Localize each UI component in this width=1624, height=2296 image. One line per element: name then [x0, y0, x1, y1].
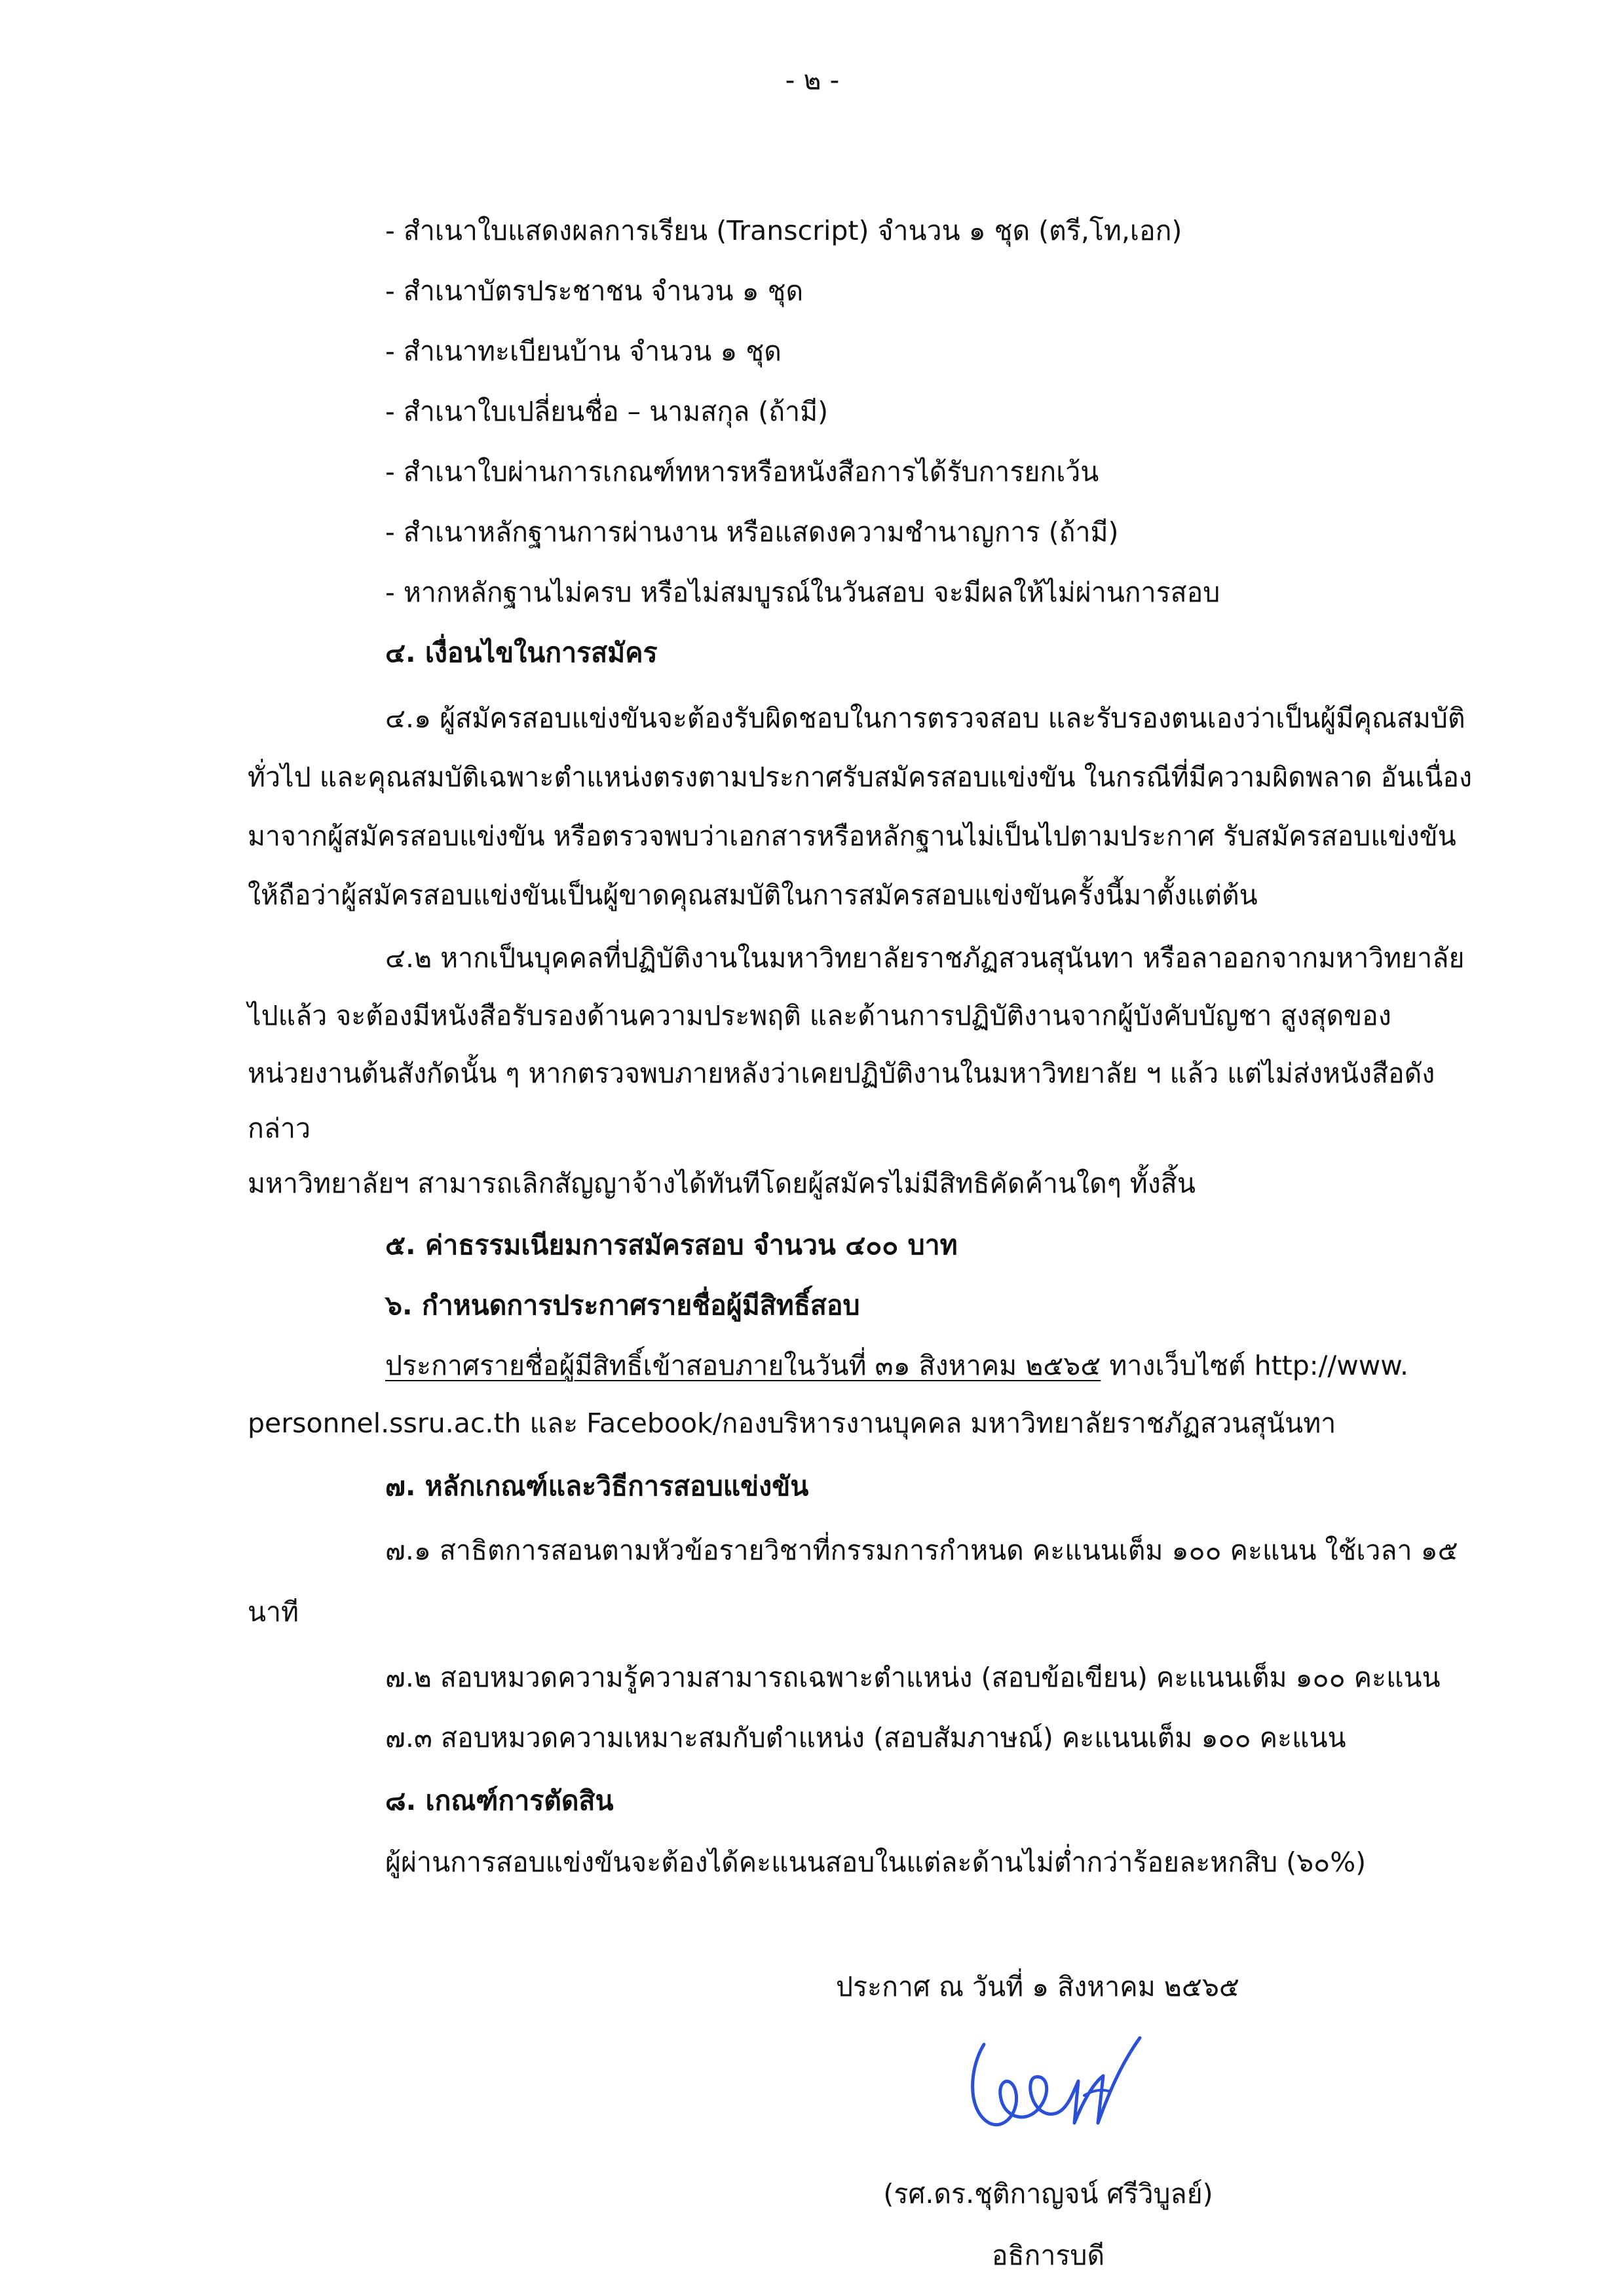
- paragraph-line: หน่วยงานต้นสังกัดนั้น ๆ หากตรวจพบภายหลังว่าเคยปฏิบัติงานในมหาวิทยาลัย ฯ แล้ว แต่ไม่ส่งหนังสือดัง: [248, 1058, 1435, 1089]
- document-item: - สำเนาบัตรประชาชน จำนวน ๑ ชุด: [385, 275, 804, 307]
- signature-image: [943, 2018, 1153, 2156]
- paragraph-line: ไปแล้ว จะต้องมีหนังสือรับรองด้านความประพฤติ และด้านการปฏิบัติงานจากผู้บังคับบัญชา สูงสุดของ: [248, 1000, 1391, 1031]
- url-start[interactable]: http://www.: [1254, 1350, 1409, 1381]
- criteria-item: ๗.๑ สาธิตการสอนตามหัวข้อรายวิชาที่กรรมการกำหนด คะแนนเต็ม ๑๐๐ คะแนน ใช้เวลา ๑๕: [385, 1535, 1458, 1566]
- website-prefix: ทางเว็บไซต์: [1109, 1350, 1246, 1381]
- section-heading-4: ๔. เงื่อนไขในการสมัคร: [385, 637, 658, 668]
- page-number: - ๒ -: [785, 64, 840, 96]
- section-heading-6: ๖. กำหนดการประกาศรายชื่อผู้มีสิทธิ์สอบ: [385, 1290, 860, 1321]
- signatory-title: อธิการบดี: [991, 2240, 1105, 2271]
- document-item: - สำเนาทะเบียนบ้าน จำนวน ๑ ชุด: [385, 335, 782, 367]
- section-heading-7: ๗. หลักเกณฑ์และวิธีการสอบแข่งขัน: [385, 1470, 809, 1502]
- section-heading-5: ๕. ค่าธรรมเนียมการสมัครสอบ จำนวน ๔๐๐ บาท: [385, 1229, 958, 1261]
- criteria-item-cont: นาที: [248, 1596, 299, 1628]
- section-heading-8: ๘. เกณฑ์การตัดสิน: [385, 1785, 614, 1816]
- signatory-name: (รศ.ดร.ชุติกาญจน์ ศรีวิบูลย์): [883, 2178, 1213, 2210]
- document-item: - สำเนาใบเปลี่ยนชื่อ – นามสกุล (ถ้ามี): [385, 396, 829, 427]
- paragraph-line: มาจากผู้สมัครสอบแข่งขัน หรือตรวจพบว่าเอกสารหรือหลักฐานไม่เป็นไปตามประกาศ รับสมัครสอบแข่งขัน: [248, 820, 1456, 852]
- paragraph-line: ๔.๑ ผู้สมัครสอบแข่งขันจะต้องรับผิดชอบในการตรวจสอบ และรับรองตนเองว่าเป็นผู้มีคุณสมบัติ: [385, 702, 1465, 734]
- underlined-announcement: ประกาศรายชื่อผู้มีสิทธิ์เข้าสอบภายในวันที่ ๓๑ สิงหาคม ๒๕๖๕: [385, 1350, 1101, 1381]
- criteria-text: ผู้ผ่านการสอบแข่งขันจะต้องได้คะแนนสอบในแต่ละด้านไม่ต่ำกว่าร้อยละหกสิบ (๖๐%): [385, 1846, 1367, 1878]
- document-item: - สำเนาใบแสดงผลการเรียน (Transcript) จำนวน ๑ ชุด (ตรี,โท,เอก): [385, 215, 1182, 246]
- document-item: - สำเนาใบผ่านการเกณฑ์ทหารหรือหนังสือการได้รับการยกเว้น: [385, 456, 1099, 488]
- criteria-item: ๗.๒ สอบหมวดความรู้ความสามารถเฉพาะตำแหน่ง (สอบข้อเขียน) คะแนนเต็ม ๑๐๐ คะแนน: [385, 1662, 1441, 1693]
- paragraph-line: ให้ถือว่าผู้สมัครสอบแข่งขันเป็นผู้ขาดคุณสมบัติในการสมัครสอบแข่งขันครั้งนี้มาตั้งแต่ต้น: [248, 879, 1258, 911]
- announcement-line: [385, 1346, 1408, 1385]
- criteria-item: ๗.๓ สอบหมวดความเหมาะสมกับตำแหน่ง (สอบสัมภาษณ์) คะแนนเต็ม ๑๐๐ คะแนน: [385, 1722, 1346, 1753]
- paragraph-line: ๔.๒ หากเป็นบุคคลที่ปฏิบัติงานในมหาวิทยาลัยราชภัฏสวนสุนันทา หรือลาออกจากมหาวิทยาลัย: [385, 942, 1465, 974]
- paragraph-line: ทั่วไป และคุณสมบัติเฉพาะตำแหน่งตรงตามประกาศรับสมัครสอบแข่งขัน ในกรณีที่มีความผิดพลาด อันเนื่อง: [248, 761, 1472, 793]
- announce-date: ประกาศ ณ วันที่ ๑ สิงหาคม ๒๕๖๕: [836, 1971, 1239, 2002]
- document-item: - หากหลักฐานไม่ครบ หรือไม่สมบูรณ์ในวันสอบ จะมีผลให้ไม่ผ่านการสอบ: [385, 577, 1220, 608]
- paragraph-line: กล่าว: [248, 1113, 311, 1144]
- paragraph-line: มหาวิทยาลัยฯ สามารถเลิกสัญญาจ้างได้ทันทีโดยผู้สมัครไม่มีสิทธิคัดค้านใดๆ ทั้งสิ้น: [248, 1168, 1196, 1199]
- document-item: - สำเนาหลักฐานการผ่านงาน หรือแสดงความชำนาญการ (ถ้ามี): [385, 516, 1119, 548]
- website-line: personnel.ssru.ac.th และ Facebook/กองบริหารงานบุคคล มหาวิทยาลัยราชภัฏสวนสุนันทา: [248, 1407, 1336, 1439]
